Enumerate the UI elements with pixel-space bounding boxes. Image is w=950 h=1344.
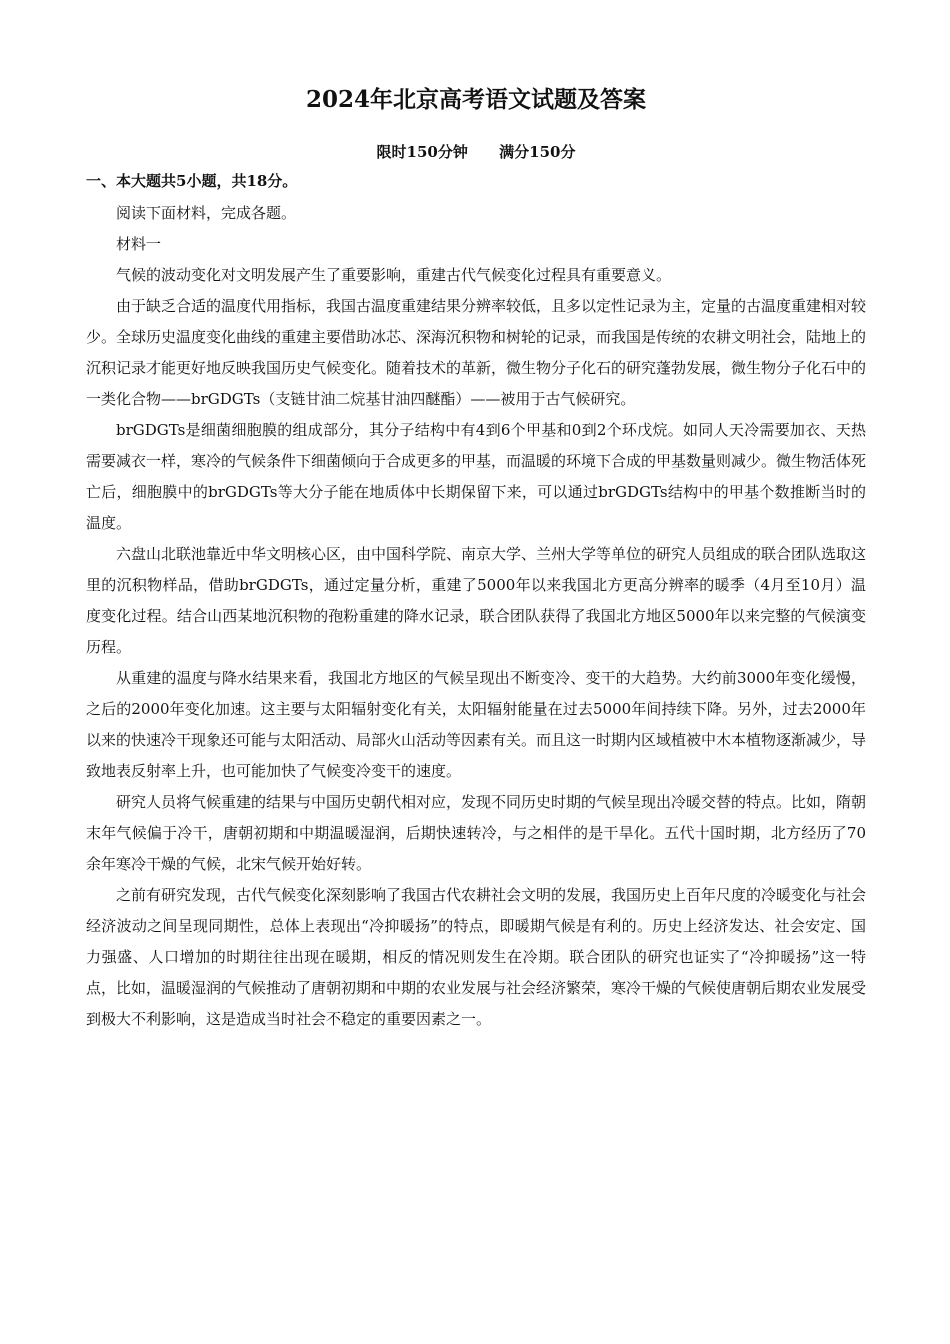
body-paragraph: 气候的波动变化对文明发展产生了重要影响，重建古代气候变化过程具有重要意义。: [116, 266, 672, 284]
body-paragraph: 从重建的温度与降水结果来看，我国北方地区的气候呈现出不断变冷、变干的大趋势。大约前3000年变化缓慢，之后的2000年变化加速。这主要与太阳辐射变化有关，太阳辐射能量在过去5000年间持续下降。另外，过去2000年以来的快速冷干现象还可能与太阳活动、局部火山活动等因素有关。而且这一时期内区域植被中木本植物逐渐减少，导致地表反射率上升，也可能加快了气候变冷变干的速度。: [86, 669, 867, 780]
instruction-paragraph: 阅读下面材料，完成各题。: [116, 204, 297, 222]
exam-page: [86, 80, 866, 1035]
body-paragraph: 研究人员将气候重建的结果与中国历史朝代相对应，发现不同历史时期的气候呈现出冷暖交替的特点。比如，隋朝末年气候偏于冷干，唐朝初期和中期温暖湿润，后期快速转冷，与之相伴的是干旱化。五代十国时期，北方经历了70余年寒冷干燥的气候，北宋气候开始好转。: [86, 793, 867, 873]
body-paragraph: 由于缺乏合适的温度代用指标，我国古温度重建结果分辨率较低，且多以定性记录为主，定量的古温度重建相对较少。全球历史温度变化曲线的重建主要借助冰芯、深海沉积物和树轮的记录，而我国是传统的农耕文明社会，陆地上的沉积记录才能更好地反映我国历史气候变化。随着技术的革新，微生物分子化石的研究蓬勃发展，微生物分子化石中的一类化合物——brGDGTs（支链甘油二烷基甘油四醚酯）——被用于古气候研究。: [86, 297, 867, 408]
material-label: 材料一: [116, 235, 162, 253]
body-paragraph: 之前有研究发现，古代气候变化深刻影响了我国古代农耕社会文明的发展，我国历史上百年尺度的冷暖变化与社会经济波动之间呈现同期性，总体上表现出“冷抑暖扬”的特点，即暖期气候是有利的。历史上经济发达、社会安定、国力强盛、人口增加的时期往往出现在暖期，相反的情况则发生在冷期。联合团队的研究也证实了“冷抑暖扬”这一特点，比如，温暖湿润的气候推动了唐朝初期和中期的农业发展与社会经济繁荣，寒冷干燥的气候使唐朝后期农业发展受到极大不利影响，这是造成当时社会不稳定的重要因素之一。: [86, 886, 867, 1028]
body-paragraph: brGDGTs是细菌细胞膜的组成部分，其分子结构中有4到6个甲基和0到2个环戊烷。如同人天冷需要加衣、天热需要减衣一样，寒冷的气候条件下细菌倾向于合成更多的甲基，而温暖的环境下合成的甲基数量则减少。微生物活体死亡后，细胞膜中的brGDGTs等大分子能在地质体中长期保留下来，可以通过brGDGTs结构中的甲基个数推断当时的温度。: [86, 421, 867, 532]
exam-time-and-score: 限时150分钟 满分150分: [376, 143, 576, 161]
section-heading: 一、本大题共5小题，共18分。: [86, 172, 298, 190]
body-paragraph: 六盘山北联池靠近中华文明核心区，由中国科学院、南京大学、兰州大学等单位的研究人员组成的联合团队选取这里的沉积物样品，借助brGDGTs，通过定量分析，重建了5000年以来我国北方更高分辨率的暖季（4月至10月）温度变化过程。结合山西某地沉积物的孢粉重建的降水记录，联合团队获得了我国北方地区5000年以来完整的气候演变历程。: [86, 545, 867, 656]
document-title: 2024年北京高考语文试题及答案: [305, 86, 646, 113]
